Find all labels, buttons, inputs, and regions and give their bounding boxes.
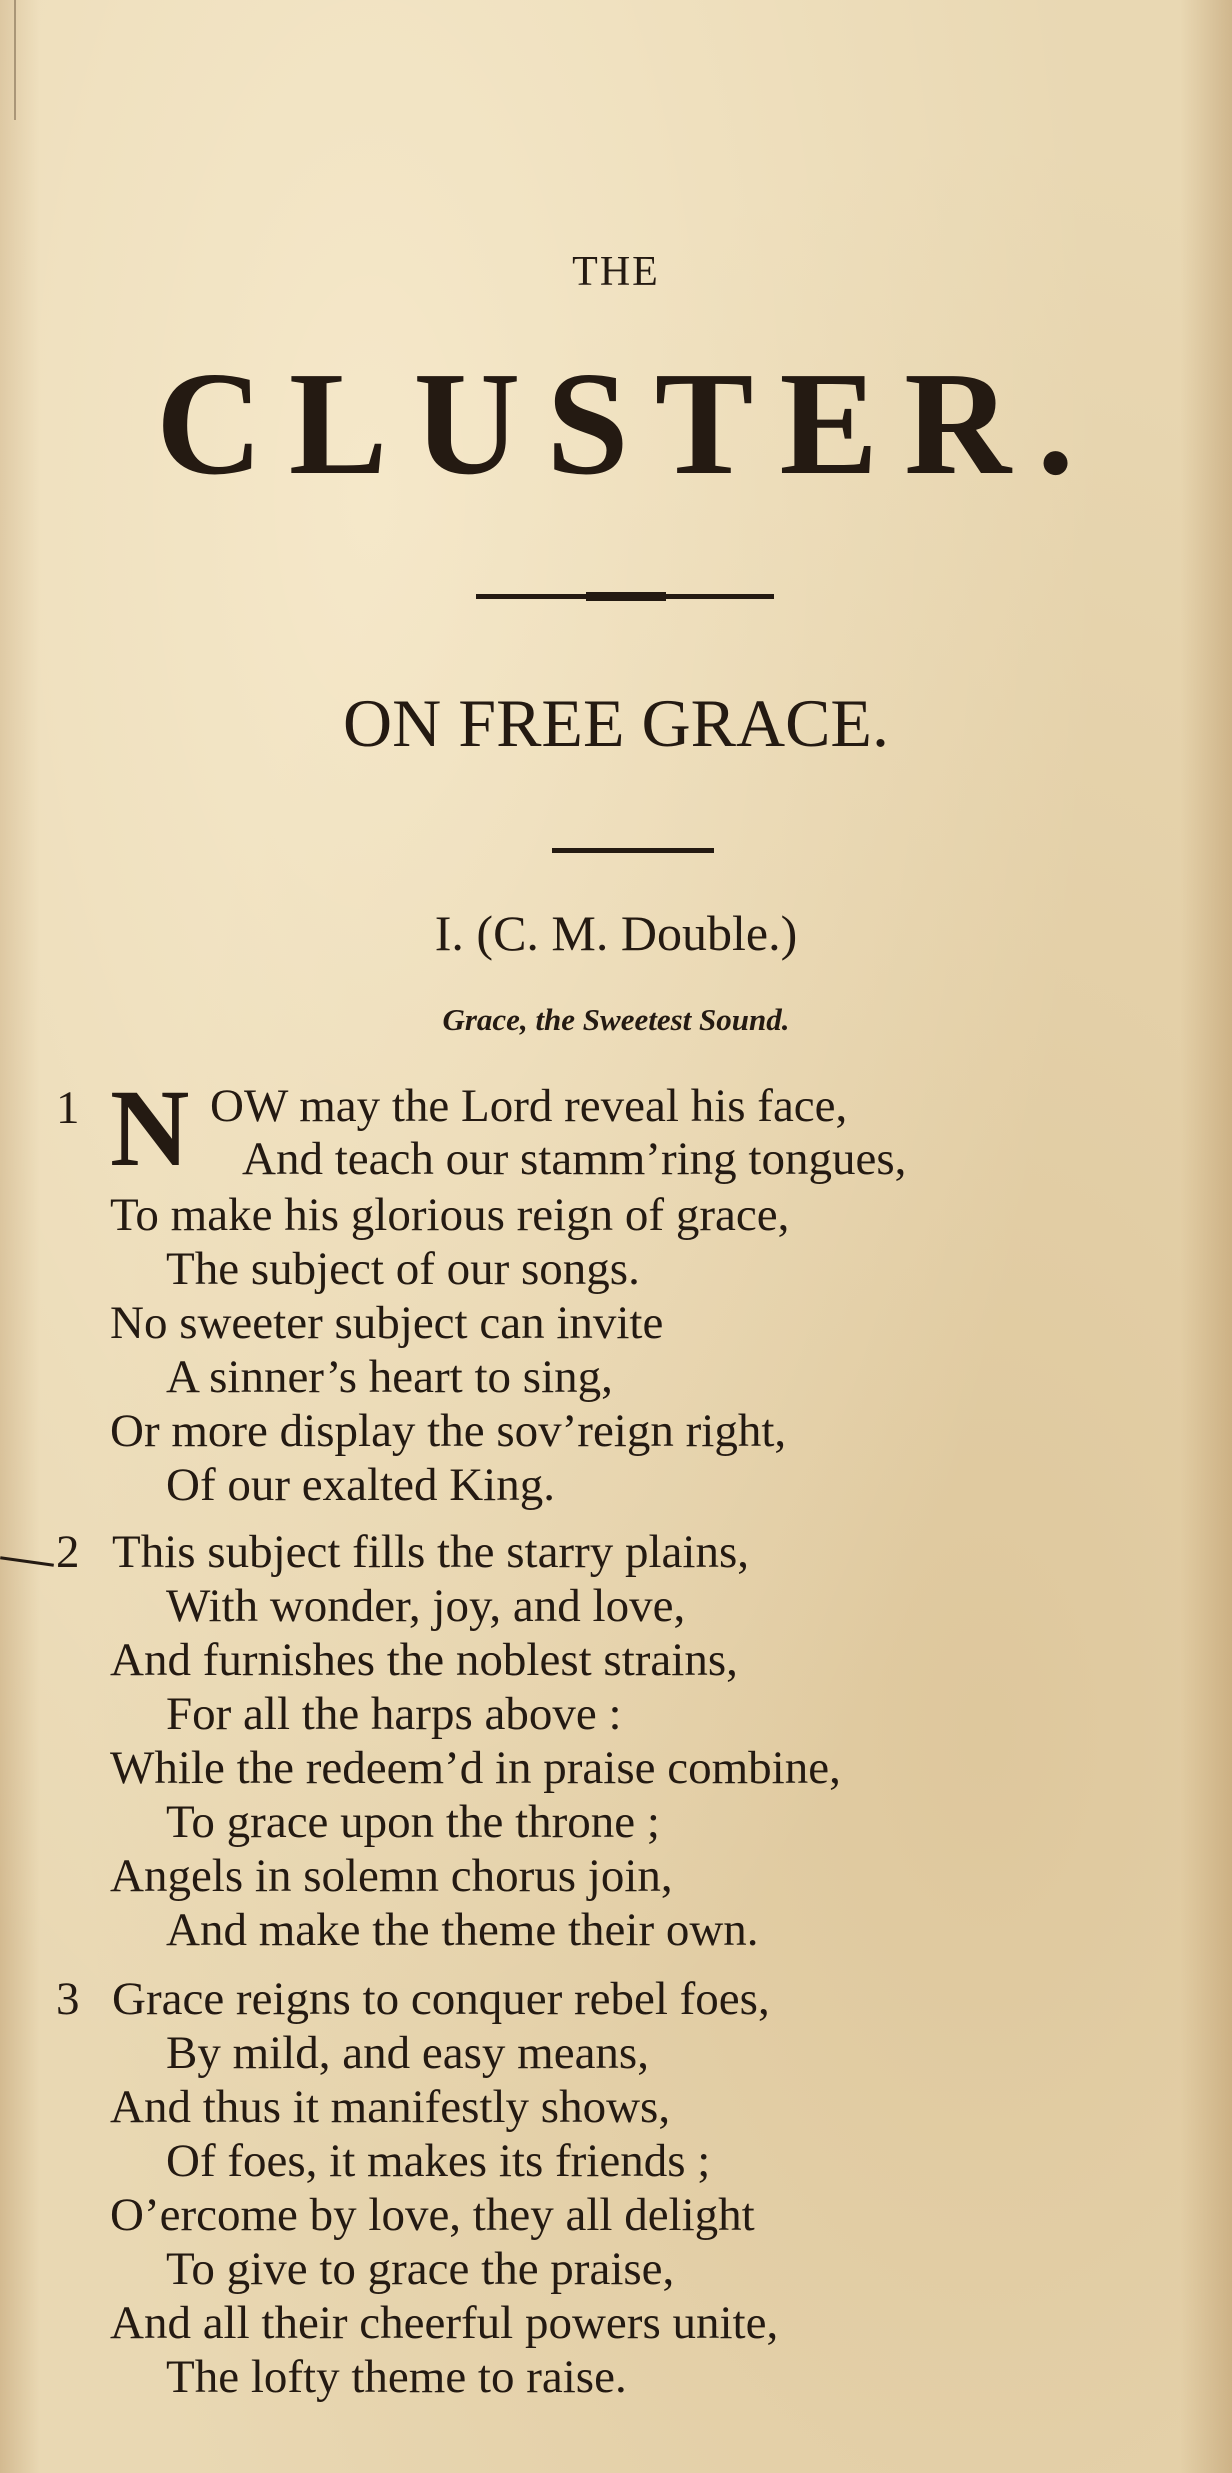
verse-line: With wonder, joy, and love, [166, 1580, 686, 1632]
verse-number: 1 [56, 1082, 80, 1134]
verse-line: The subject of our songs. [166, 1243, 640, 1295]
verse-line: While the redeem’d in praise combine, [110, 1742, 841, 1794]
hymn-subtitle: Grace, the Sweetest Sound. [442, 1002, 790, 1037]
verse-line: Of foes, it makes its friends ; [166, 2135, 711, 2187]
verse-line: And thus it manifestly shows, [110, 2081, 671, 2133]
verse-number: 3 [56, 1973, 80, 2025]
verse-number: 2 [56, 1526, 80, 1578]
title-divider [476, 594, 774, 599]
drop-cap: N [110, 1067, 190, 1189]
verse-line: For all the harps above : [166, 1688, 622, 1740]
margin-mark [0, 1556, 54, 1566]
verse-line: Or more display the sov’reign right, [110, 1405, 787, 1457]
verse-line: And teach our stamm’ring tongues, [242, 1133, 907, 1185]
verse-line: A sinner’s heart to sing, [166, 1351, 613, 1403]
verse-line: O’ercome by love, they all delight [110, 2189, 755, 2241]
verse-line: To give to grace the praise, [166, 2243, 675, 2295]
verse-line: Of our exalted King. [166, 1459, 555, 1511]
verse-line: And make the theme their own. [166, 1904, 759, 1956]
verse-line: Grace reigns to conquer rebel foes, [112, 1973, 770, 2025]
section-divider [552, 848, 714, 853]
verse-line: No sweeter subject can invite [110, 1297, 664, 1349]
verse-line: The lofty theme to raise. [166, 2351, 627, 2403]
page-edge-mark [14, 0, 16, 120]
title-prefix: THE [572, 249, 660, 295]
hymn-heading: I. (C. M. Double.) [434, 905, 798, 961]
verse-line: This subject fills the starry plains, [112, 1526, 750, 1578]
verse-line: To make his glorious reign of grace, [110, 1189, 790, 1241]
verse-line: And furnishes the noblest strains, [110, 1634, 738, 1686]
verse-line: To grace upon the throne ; [166, 1796, 660, 1848]
section-title: ON FREE GRACE. [343, 685, 889, 761]
book-title: CLUSTER. [155, 342, 1101, 506]
verse-line: OW may the Lord reveal his face, [210, 1080, 848, 1132]
verse-line: By mild, and easy means, [166, 2027, 649, 2079]
verse-line: And all their cheerful powers unite, [110, 2297, 779, 2349]
verse-line: Angels in solemn chorus join, [110, 1850, 673, 1902]
